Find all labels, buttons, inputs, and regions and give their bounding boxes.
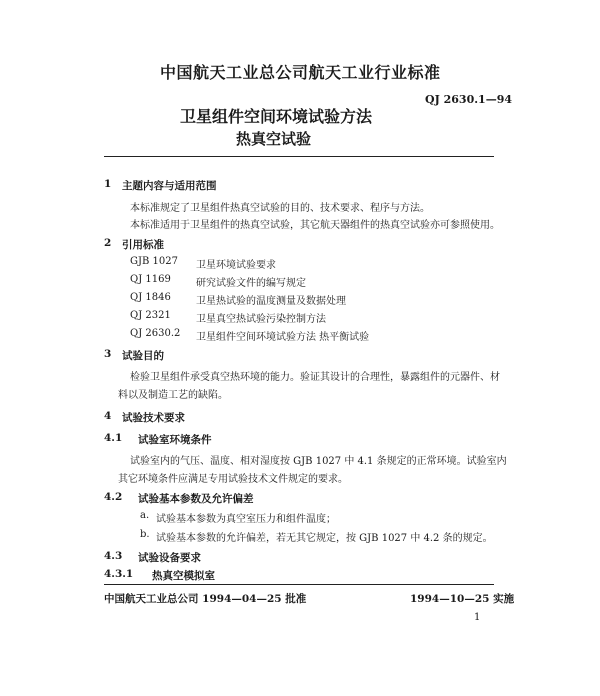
standard-code: QJ 2630.1—94 <box>425 93 513 106</box>
list-item-a-label: a. <box>140 510 150 521</box>
section-1-paragraph-1: 本标准规定了卫星组件热真空试验的目的、技术要求、程序与方法。 <box>130 203 430 214</box>
implementation-date: 1994—10—25 实施 <box>410 593 515 605</box>
section-2-number: 2 <box>104 237 112 249</box>
page-number: 1 <box>474 612 481 623</box>
reference-title: 卫星真空热试验污染控制方法 <box>196 314 326 325</box>
section-4-3-1-heading: 热真空模拟室 <box>152 570 215 582</box>
section-4-1-line-2: 其它环境条件应满足专用试验技术文件规定的要求。 <box>118 474 348 485</box>
section-4-heading: 试验技术要求 <box>122 412 185 424</box>
section-4-number: 4 <box>104 410 112 422</box>
reference-title: 研究试验文件的编写规定 <box>196 278 306 289</box>
section-4-2-heading: 试验基本参数及允许偏差 <box>138 493 254 505</box>
section-1-heading: 主题内容与适用范围 <box>122 180 217 192</box>
section-3-number: 3 <box>104 348 112 360</box>
section-4-3-heading: 试验设备要求 <box>138 552 201 564</box>
section-4-3-1-number: 4.3.1 <box>104 568 134 580</box>
document-subtitle: 热真空试验 <box>236 130 312 148</box>
section-2-heading: 引用标准 <box>122 239 164 251</box>
section-4-1-heading: 试验室环境条件 <box>138 434 212 446</box>
section-1-paragraph-2: 本标准适用于卫星组件的热真空试验，其它航天器组件的热真空试验亦可参照使用。 <box>130 220 500 231</box>
reference-code: QJ 2630.2 <box>130 328 181 339</box>
approval-statement: 中国航天工业总公司 1994—04—25 批准 <box>104 593 307 605</box>
reference-code: QJ 1846 <box>130 292 171 303</box>
list-item-a-text: 试验基本参数为真空室压力和组件温度； <box>156 514 336 525</box>
section-4-2-number: 4.2 <box>104 491 123 503</box>
header-divider <box>104 156 494 157</box>
section-4-1-line-1: 试验室内的气压、温度、相对湿度按 GJB 1027 中 4.1 条规定的正常环境。试验室内 <box>130 456 507 467</box>
section-3-line-2: 料以及制造工艺的缺陷。 <box>118 390 228 401</box>
reference-code: GJB 1027 <box>130 256 178 267</box>
footer-divider <box>104 584 494 585</box>
section-3-line-1: 检验卫星组件承受真空热环境的能力。验证其设计的合理性，暴露组件的元器件、材 <box>130 372 500 383</box>
section-3-heading: 试验目的 <box>122 350 164 362</box>
document-title: 卫星组件空间环境试验方法 <box>180 107 373 126</box>
reference-title: 卫星热试验的温度测量及数据处理 <box>196 296 346 307</box>
reference-code: QJ 2321 <box>130 310 171 321</box>
section-1-number: 1 <box>104 178 112 190</box>
issuing-organization: 中国航天工业总公司航天工业行业标准 <box>160 63 441 82</box>
section-4-1-number: 4.1 <box>104 432 123 444</box>
reference-title: 卫星环境试验要求 <box>196 260 276 271</box>
reference-title: 卫星组件空间环境试验方法 热平衡试验 <box>196 332 370 343</box>
list-item-b-text: 试验基本参数的允许偏差，若无其它规定，按 GJB 1027 中 4.2 条的规定。 <box>156 533 493 544</box>
list-item-b-label: b. <box>140 529 150 540</box>
section-4-3-number: 4.3 <box>104 550 123 562</box>
reference-code: QJ 1169 <box>130 274 171 285</box>
